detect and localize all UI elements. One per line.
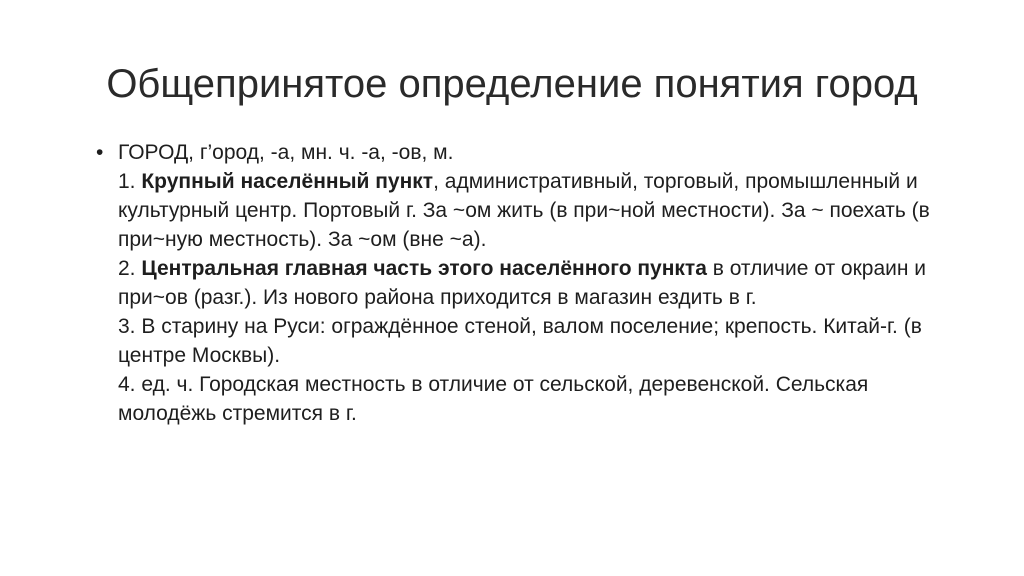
slide-title: Общепринятое определение понятия город [106, 62, 918, 106]
sense-1-bold: Крупный населённый пункт [141, 170, 434, 193]
sense-3 [118, 312, 956, 370]
sense-1-num: 1. [118, 170, 142, 193]
definition-content [118, 138, 956, 428]
sense-4-text: ед. ч. Городская местность в отличие от сельской, деревенской. Сельская молодёжь стремится в г. [118, 373, 869, 425]
definition-body [96, 138, 956, 428]
entry-head: ГОРОД, г’ород, -а, мн. ч. -а, -ов, м. [118, 141, 454, 164]
sense-1 [118, 167, 956, 254]
sense-4-num: 4. [118, 373, 142, 396]
sense-3-text: В старину на Руси: ограждённое стеной, валом поселение; крепость. Китай-г. (в центре Москвы). [118, 315, 922, 367]
sense-2-num: 2. [118, 257, 142, 280]
sense-3-num: 3. [118, 315, 142, 338]
sense-2 [118, 254, 956, 312]
sense-4 [118, 370, 956, 428]
bullet-item [96, 138, 956, 428]
sense-2-bold: Центральная главная часть этого населённого пункта [141, 257, 707, 280]
bullet-icon: • [96, 141, 104, 164]
sense-2-text: в отличие от окраин и при~ов (разг.). Из нового района приходится в магазин ездить в г. [118, 257, 927, 309]
sense-1-text: , административный, торговый, промышленный и культурный центр. Портовый г. За ~ом жить (в при~ной местности). За ~ поехать (в при~ную местность). За ~ом (вне ~а). [118, 170, 930, 251]
